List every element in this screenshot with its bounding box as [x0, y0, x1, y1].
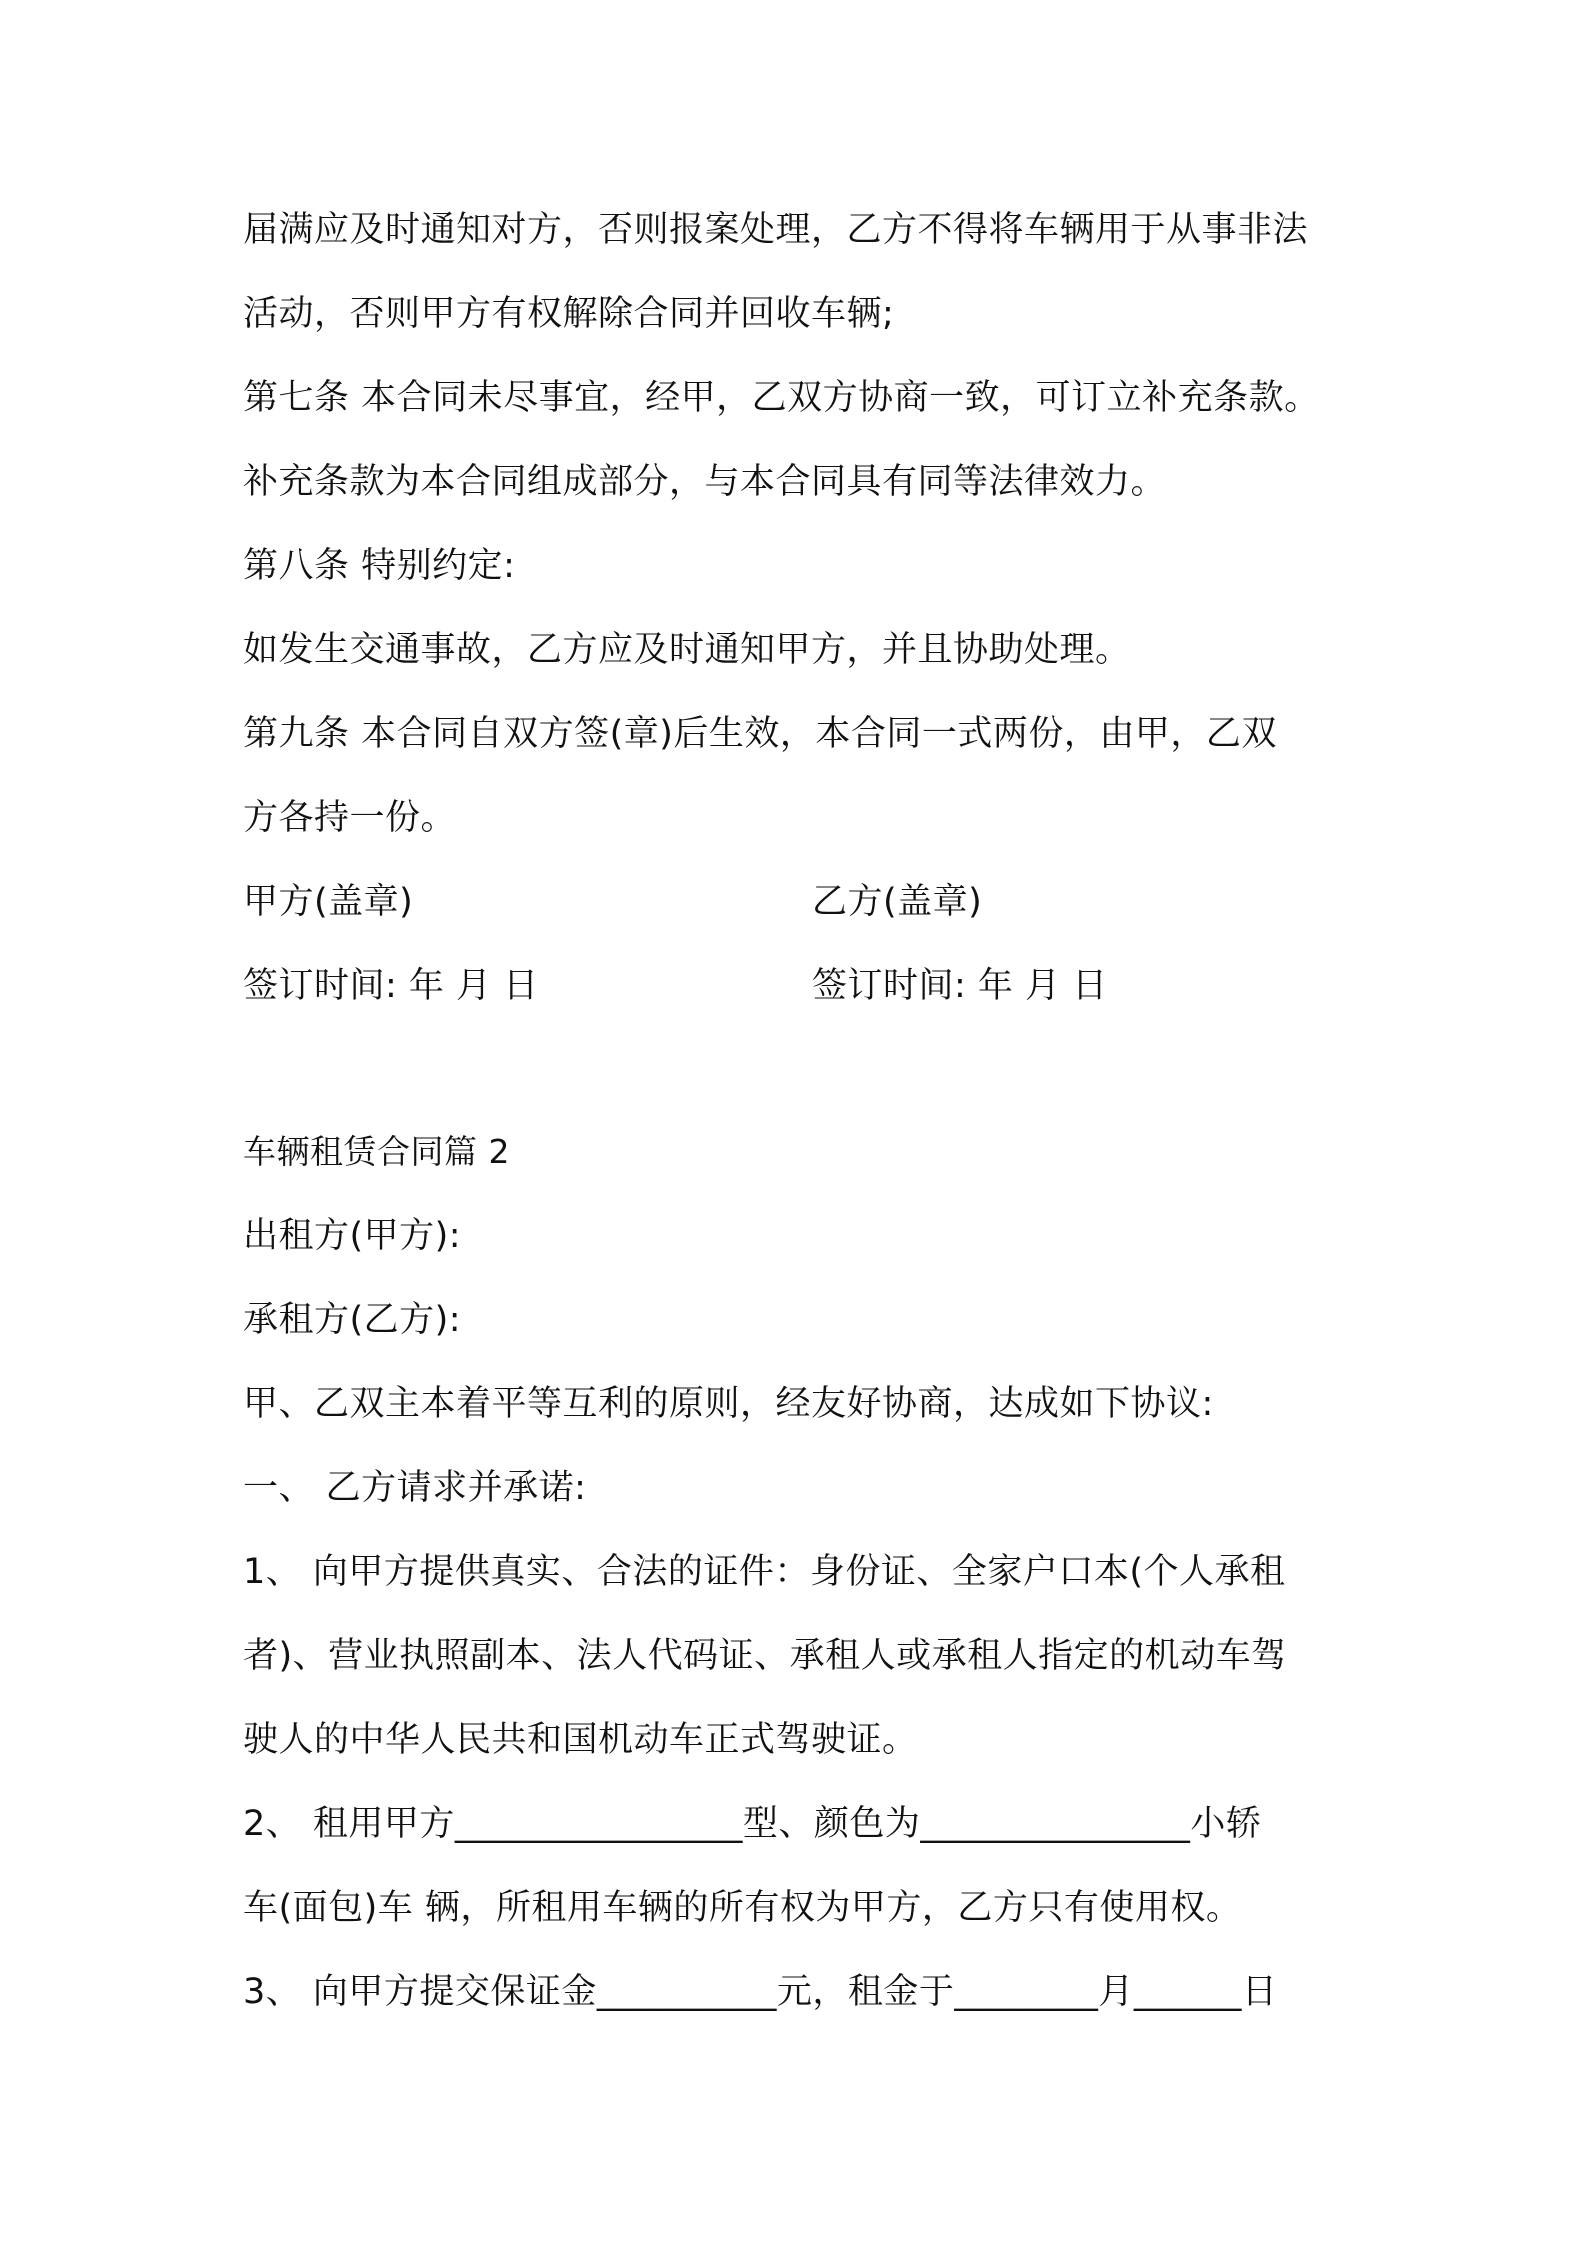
article-9-line-1: 第九条 本合同自双方签(章)后生效，本合同一式两份，由甲，乙双 [243, 714, 1277, 754]
article-8-text: 如发生交通事故，乙方应及时通知甲方，并且协助处理。 [243, 630, 1131, 670]
body-line-1: 届满应及时通知对方，否则报案处理，乙方不得将车辆用于从事非法 [243, 210, 1309, 250]
item-2-line-1: 2、 租用甲方________________型、颜色为_______________小轿 [243, 1804, 1262, 1844]
item-1-line-2: 者)、营业执照副本、法人代码证、承租人或承租人指定的机动车驾 [243, 1636, 1287, 1676]
article-9-line-2: 方各持一份。 [243, 798, 457, 838]
body-line-2: 活动，否则甲方有权解除合同并回收车辆; [243, 294, 895, 334]
party-a-sign-date: 签订时间: 年 月 日 [243, 966, 539, 1006]
lessee-label: 承租方(乙方): [243, 1300, 462, 1340]
article-8-heading: 第八条 特别约定: [243, 546, 516, 586]
heading-one: 一、 乙方请求并承诺: [243, 1468, 587, 1508]
party-b-sign-date: 签订时间: 年 月 日 [812, 966, 1108, 1006]
item-1-line-1: 1、 向甲方提供真实、合法的证件：身份证、全家户口本(个人承租 [243, 1552, 1286, 1592]
item-3-line-1: 3、 向甲方提交保证金__________元，租金于________月______日 [243, 1972, 1278, 2012]
item-2-line-2: 车(面包)车 辆，所租用车辆的所有权为甲方，乙方只有使用权。 [243, 1888, 1242, 1928]
party-a-seal: 甲方(盖章) [243, 882, 414, 922]
article-7-line-2: 补充条款为本合同组成部分，与本合同具有同等法律效力。 [243, 462, 1167, 502]
agreement-intro: 甲、乙双主本着平等互利的原则，经友好协商，达成如下协议: [243, 1384, 1214, 1424]
lessor-label: 出租方(甲方): [243, 1216, 462, 1256]
party-b-seal: 乙方(盖章) [812, 882, 983, 922]
section-2-title: 车辆租赁合同篇 2 [243, 1132, 510, 1171]
item-1-line-3: 驶人的中华人民共和国机动车正式驾驶证。 [243, 1720, 918, 1760]
article-7-line-1: 第七条 本合同未尽事宜，经甲，乙双方协商一致，可订立补充条款。 [243, 378, 1320, 418]
